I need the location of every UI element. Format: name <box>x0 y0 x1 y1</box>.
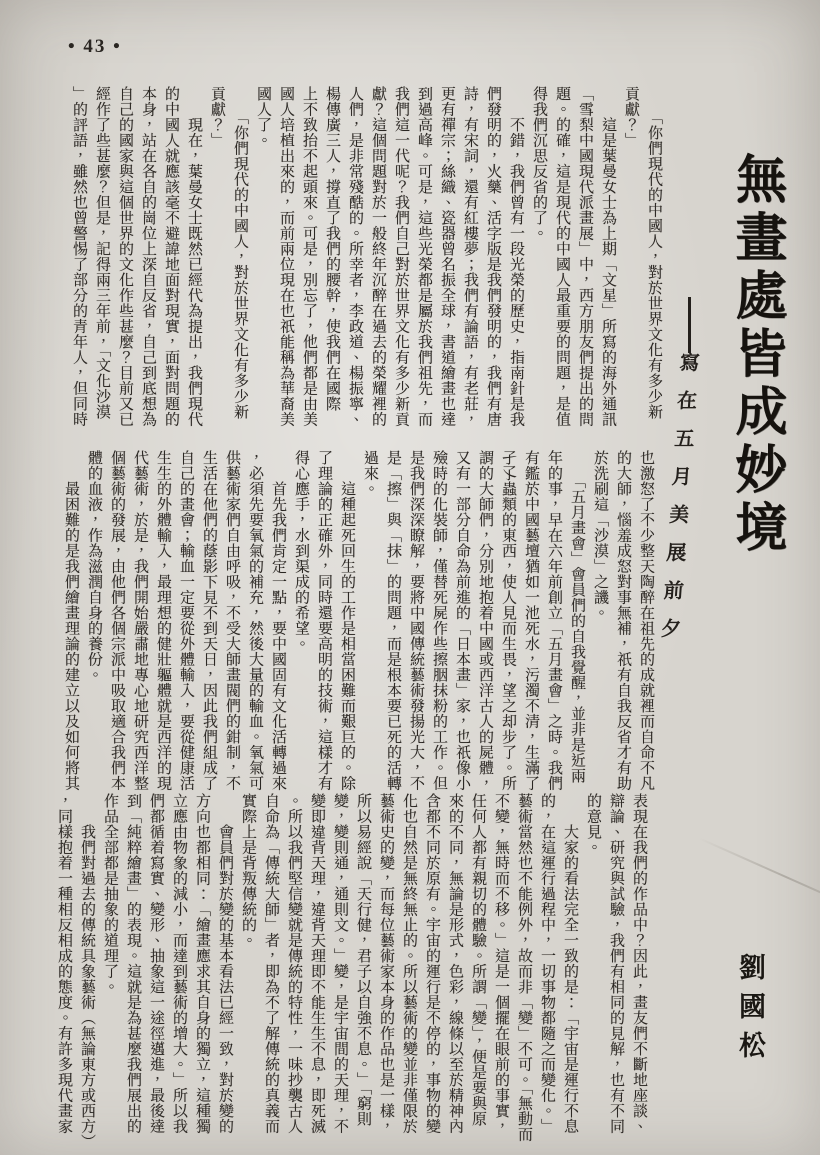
text-column: 國人培植出來的，而前兩位現在也祇能稱為華裔美 <box>278 86 294 427</box>
body-text-section-middle <box>59 450 657 802</box>
text-column: 會員們對於變的基本看法已經一致，對於變的 <box>217 793 233 1134</box>
text-column: 」的評語，雖然也曾警惕了部分的青年人，但同時 <box>71 86 87 427</box>
text-column: 年的事，早在六年前創立「五月畫會」之時。我們 <box>546 450 562 791</box>
text-column: 代藝術，於是，我們開始嚴肅地專心地研究西洋整 <box>132 450 148 791</box>
text-column: 是我們深深瞭解，要將中國傳統藝術發揚光大，不 <box>408 450 424 791</box>
text-column: 辯論、研究與試驗，我們有相同的見解，也有不同 <box>608 793 624 1134</box>
text-column: 我們這一代呢？我們自己對於世界文化有多少新貢 <box>393 86 409 427</box>
text-column: 貢獻？」 <box>209 86 225 148</box>
text-column: 大家的看法完全一致的是：「宇宙是運行不息 <box>562 793 578 1134</box>
text-column: 立應由物象的減小，而達到藝術的增大。」所以我 <box>171 793 187 1134</box>
text-column: 生活在他們的蔭影下見不到天日，因此我們組成了 <box>201 450 217 791</box>
text-column: 們都循着寫實、變形、抽象這一途徑邁進，最後達 <box>148 793 164 1134</box>
text-column: 於洗刷這「沙漠」之譏。 <box>592 450 608 621</box>
text-column: 作品全部都是抽象的道理了。 <box>102 793 118 995</box>
text-column: 又有一部分自命為前進的「日本畫」家，也祇像小 <box>454 450 470 791</box>
body-text-section-top <box>67 86 665 458</box>
text-column: 首先我們肯定一點，要中國固有文化活轉過來 <box>270 450 286 791</box>
text-column: 個藝術的發展，由他們各個宗派中吸取適合我們本 <box>109 450 125 791</box>
article-title: 無畫處皆成妙境 <box>727 152 784 558</box>
text-column: 殮時的化裝師，僅替死屍作些擦胭抹粉的工作。但 <box>431 450 447 791</box>
text-column: 孑孓蟲類的東西，使人見而生畏，望之却步了。所 <box>500 450 516 791</box>
text-column: 楊傳廣三人，撐直了我們的腰幹，使我們在國際 <box>324 86 340 412</box>
text-column: 我們對過去的傳統具象藝術（無論東方或西方） <box>79 793 95 1150</box>
text-column: 的意見。 <box>585 793 601 855</box>
text-column: 藝術史的變，而每位藝術家本身的作品也是一樣， <box>378 793 394 1134</box>
text-column: 實際上是背叛傳統的。 <box>240 793 256 948</box>
text-column: 這種起死回生的工作是相當困難而艱巨的。除 <box>339 450 355 791</box>
text-column: 自命為「傳統大師」者，即為不了解傳統的真義而 <box>263 793 279 1134</box>
text-column: 不變，無時而不移。」這是一個擺在眼前的事實， <box>493 793 509 1134</box>
text-column: 方向也都相同：「繪畫應求其自身的獨立，這種獨 <box>194 793 210 1134</box>
paper-crease <box>699 837 820 924</box>
text-column: 的中國人就應該毫不避諱地面對現實，面對問題的 <box>163 86 179 427</box>
text-column: 變，變則通，通則文。」變，是宇宙間的天理，不 <box>332 793 348 1134</box>
text-column: 供藝術家們自由呼吸，不受大師畫閥們的鉗制，不 <box>224 450 240 791</box>
text-column: 本身，站在各自的崗位上深自反省，自己到底想為 <box>140 86 156 427</box>
text-column: 所以易經說「天行健，君子以自強不息。」「窮則 <box>355 793 371 1127</box>
text-column: ，同樣抱着一種相反相成的態度。有許多現代畫家 <box>56 793 72 1134</box>
text-column: 含都不同於原有。宇宙的運行是不停的，事物的變 <box>424 793 440 1134</box>
text-column: 體的血液，作為滋潤自身的養份。 <box>86 450 102 683</box>
text-column: 國人了。 <box>255 86 271 148</box>
article-subtitle: 寫在五月美展前夕 <box>655 352 699 656</box>
text-column: 更有禪宗；絲織、瓷器曾名振全球，書道繪畫也達 <box>439 86 455 427</box>
text-column: 過來。 <box>362 450 378 497</box>
text-column: 這是葉曼女士為上期「文星」所寫的海外通訊 <box>600 86 616 427</box>
text-column: 的大師，惱羞成怒對事無補，祇有自我反省才有助 <box>615 450 631 791</box>
text-column: 任何人都有親切的體驗。所謂「變」，便是要與原 <box>470 793 486 1127</box>
text-column: 「雪梨中國現代派畫展」中，西方朋友們提出的問 <box>577 86 593 427</box>
text-column: 「五月畫會」會員們的自我覺醒，並非是近兩 <box>569 450 585 784</box>
text-column: 謂的大師們，分別地抱着中國或西洋古人的屍體， <box>477 450 493 791</box>
text-column: 上不致抬不起頭來。可是，別忘了，他們都是由美 <box>301 86 317 427</box>
text-column: 有鑑於中國藝壇猶如一池死水，污濁不清，生滿了 <box>523 450 539 791</box>
text-column: 了理論的正確外，同時還要高明的技術，這樣才有 <box>316 450 332 791</box>
text-column: 不錯，我們曾有一段光榮的歷史，指南針是我 <box>508 86 524 427</box>
subtitle-dash-icon <box>688 297 691 353</box>
text-column: 最困難的是我們繪畫理論的建立以及如何將其 <box>63 450 79 791</box>
text-column: 化也自然是無終無止的。所以藝術的變並非僅限於 <box>401 793 417 1134</box>
text-column: 變即違背天理，違背天理即不能生生不息，即死滅 <box>309 793 325 1134</box>
text-column: 現在，葉曼女士既然已經代為提出，我們現代 <box>186 86 202 427</box>
text-column: ，必須先要氧氣的補充，然後大量的輸血。氧氣可 <box>247 450 263 791</box>
text-column: 詩，有宋詞，還有紅樓夢；我們有論語，有老莊， <box>462 86 478 427</box>
text-column: 們發明的，火藥、活字版是我們發明的，我們有唐 <box>485 86 501 427</box>
text-column: 題。的確，這是現代的中國人最重要的問題，是值 <box>554 86 570 427</box>
text-column: 來的不同，無論是形式，色彩，線條以至於精神內 <box>447 793 463 1134</box>
text-column: 貢獻？」 <box>623 86 639 148</box>
text-column: 獻？這個問題對於一般終年沉醉在過去的榮耀裡的 <box>370 86 386 427</box>
text-column: 。所以我們堅信變就是傳統的特性，一味抄襲古人 <box>286 793 302 1134</box>
text-column: 生生的外體輸入，最理想的健壯軀體就是西洋的現 <box>155 450 171 791</box>
body-text-section-bottom <box>52 793 650 1155</box>
text-column: 自己的國家與這個世界的文化作些甚麼？目前又已 <box>117 86 133 427</box>
text-column: 自己的畫會；輸血一定要從外體輸入，要從健康活 <box>178 450 194 791</box>
text-column: 是「擦」與「抹」的問題，而是根本要已死的活轉 <box>385 450 401 791</box>
text-column: 到過高峰。可是，這些光榮都是屬於我們祖先，而 <box>416 86 432 427</box>
text-column: 藝術當然也不能例外，故而非「變」不可。「無動而 <box>516 793 532 1142</box>
text-column: 經作了些甚麼？但是，記得兩三年前，「文化沙漠 <box>94 86 110 420</box>
text-column: 表現在我們的作品中？因此，畫友們不斷地座談、 <box>631 793 647 1134</box>
text-column: 得我們沉思反省的了。 <box>531 86 547 241</box>
text-column: 的，在這運行過程中，一切事物都隨之而變化。」 <box>539 793 555 1134</box>
text-column: 人們，是非常殘酷的。所幸者，李政道、楊振寧、 <box>347 86 363 427</box>
text-column: 也激怒了不少整天陶醉在祖先的成就裡而自命不凡 <box>638 450 654 791</box>
text-column: 「你們現代的中國人，對於世界文化有多少新 <box>232 86 248 420</box>
page-number: • 43 • <box>68 36 122 57</box>
text-column: 得心應手，水到渠成的希望。 <box>293 450 309 652</box>
text-column: 到「純粹繪畫」的表現。這就是為甚麼我們展出的 <box>125 793 141 1134</box>
text-column: 「你們現代的中國人，對於世界文化有多少新 <box>646 86 662 420</box>
author-name: 劉國松 <box>735 953 765 1070</box>
